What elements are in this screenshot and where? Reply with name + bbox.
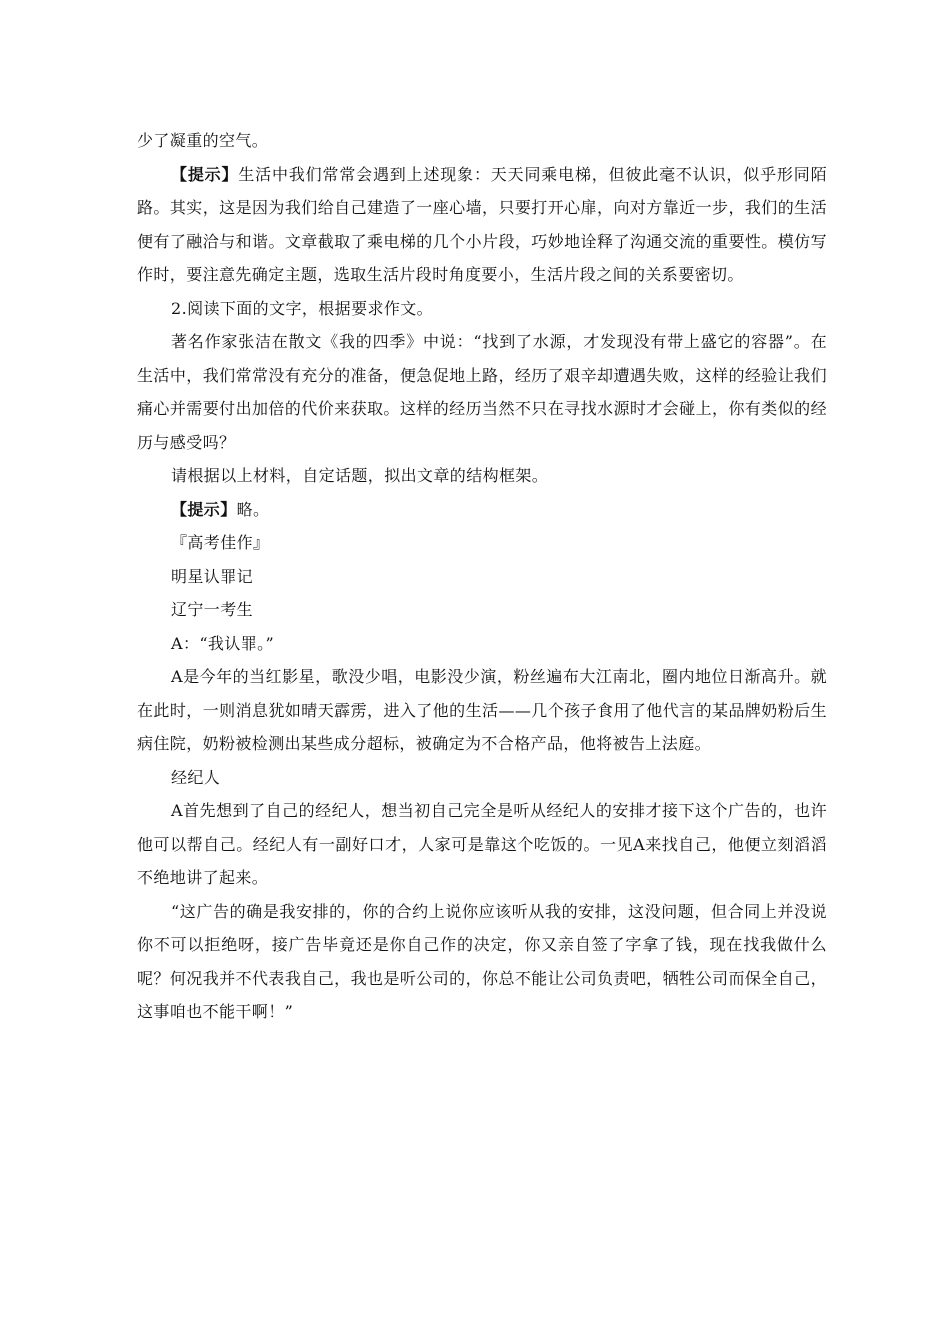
paragraph-14: “这广告的确是我安排的，你的合约上说你应该听从我的安排，这没问题，但合同上并没说你不可以拒绝呀，接广告毕竟还是你自己作的决定，你又亲自签了字拿了钱，现在找我做什么呢？何况我并不代表我自己，我也是听公司的，你总不能让公司负责吧，牺牲公司而保全自己，这事咱也不能干啊！” — [137, 901, 827, 1021]
essay-title: 明星认罪记 — [171, 566, 254, 586]
hint-label: 【提示】 — [171, 499, 237, 519]
essay-author: 辽宁一考生 — [171, 600, 254, 619]
paragraph-1: 少了凝重的空气。 — [137, 131, 269, 150]
hint-label: 【提示】 — [171, 164, 239, 184]
subheading-agent: 经纪人 — [171, 767, 221, 787]
paragraph-11: A是今年的当红影星，歌没少唱，电影没少演，粉丝遍布大江南北，圈内地位日渐高升。就在此时，一则消息犹如晴天霹雳，进入了他的生活——几个孩子食用了他代言的某品牌奶粉后生病住院，奶粉被检测出某些成分超标，被确定为不合格产品，他将被告上法庭。 — [137, 667, 827, 753]
paragraph-5: 请根据以上材料，自定话题，拟出文章的结构框架。 — [171, 466, 549, 485]
document-body — [137, 124, 827, 1029]
paragraph-4: 著名作家张洁在散文《我的四季》中说：“找到了水源，才发现没有带上盛它的容器”。在生活中，我们常常没有充分的准备，便急促地上路，经历了艰辛却遭遇失败，这样的经验让我们痛心并需要付出加倍的代价来获取。这样的经历当然不只在寻找水源时才会碰上，你有类似的经历与感受吗？ — [137, 332, 827, 452]
paragraph-10: A：“我认罪。” — [171, 633, 275, 653]
section-heading: 『高考佳作』 — [171, 533, 270, 552]
paragraph-6: 【提示】略。 — [171, 499, 270, 519]
paragraph-13: A首先想到了自己的经纪人，想当初自己完全是听从经纪人的安排才接下这个广告的，也许他可以帮自己。经纪人有一副好口才，人家可是靠这个吃饭的。一见A来找自己，他便立刻滔滔不绝地讲了起来。 — [137, 801, 827, 887]
paragraph-3: 2.阅读下面的文字，根据要求作文。 — [171, 298, 434, 318]
paragraph-2: 【提示】生活中我们常常会遇到上述现象：天天同乘电梯，但彼此毫不认识，似乎形同陌路。其实，这是因为我们给自己建造了一座心墙，只要打开心扉，向对方靠近一步，我们的生活便有了融洽与和谐。文章截取了乘电梯的几个小片段，巧妙地诠释了沟通交流的重要性。模仿写作时，要注意先确定主题，选取生活片段时角度要小，生活片段之间的关系要密切。 — [137, 164, 827, 284]
